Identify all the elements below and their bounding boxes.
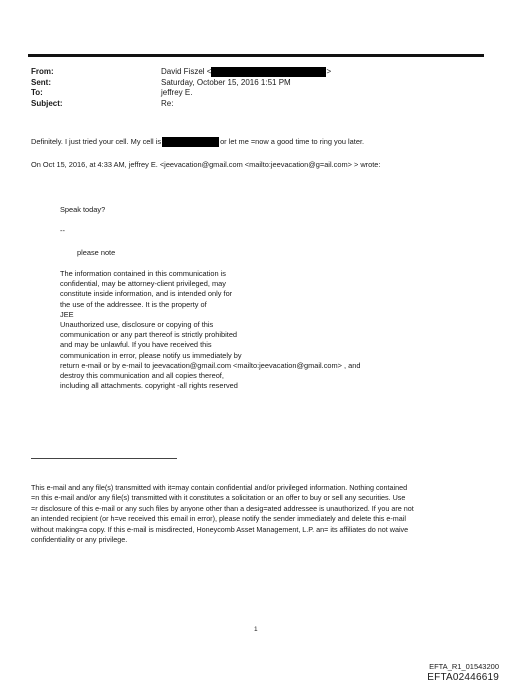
- quoted-speak: Speak today?: [60, 205, 106, 214]
- from-row: [31, 67, 331, 78]
- disclaimer-line: the use of the addressee. It is the property of: [60, 299, 207, 309]
- disclaimer-line: constitute inside information, and is intended only for: [60, 289, 233, 299]
- body-line-1-start: Definitely. I just tried your cell. My cell is: [31, 137, 162, 146]
- footer-line: an intended recipient (or h=ve received this email in error), please notify the sender immediately and delete this e-mail: [31, 514, 406, 524]
- from-label: From:: [31, 67, 54, 76]
- quoted-please-note: please note: [77, 248, 116, 257]
- subject-label: Subject:: [31, 98, 63, 108]
- disclaimer-line: communication in error, please notify us immediately by: [60, 350, 242, 360]
- body-line-2: On Oct 15, 2016, at 4:33 AM, jeffrey E. <jeevacation@gmail.com <mailto:jeevacation@g=ail.com> > wrote:: [31, 160, 381, 169]
- to-value: jeffrey E.: [161, 88, 193, 97]
- footer-disclaimer: [31, 483, 486, 545]
- disclaimer-line: destroy this communication and all copies thereof,: [60, 371, 224, 381]
- footer-line: =n this e-mail and/or any file(s) transmitted with it constitutes a solicitation or an offer to buy or sell any securities. Use: [31, 493, 406, 503]
- disclaimer-line: including all attachments. copyright -all rights reserved: [60, 381, 238, 391]
- from-suffix: >: [326, 67, 332, 77]
- from-name: David Fiszel <: [161, 67, 212, 77]
- disclaimer-line: communication or any part thereof is strictly prohibited: [60, 330, 238, 340]
- footer-line: without making=a copy. If this e-mail is misdirected, Honeycomb Asset Management, L.P. an= its affiliates do not waive: [31, 524, 409, 534]
- disclaimer-line: confidential, may be attorney-client privileged, may: [60, 279, 226, 289]
- redaction-from-email: [211, 67, 326, 77]
- quoted-disclaimer: [60, 269, 361, 391]
- subject-row: [31, 99, 331, 110]
- sent-value: Saturday, October 15, 2016 1:51 PM: [161, 77, 291, 87]
- disclaimer-line: JEE: [60, 309, 74, 319]
- bates-number-1: EFTA_R1_01543200: [429, 662, 499, 671]
- body-line-1: [31, 137, 364, 147]
- from-value: [161, 67, 331, 78]
- sent-label: Sent:: [31, 77, 51, 87]
- to-label: To:: [31, 88, 43, 97]
- footer-line: confidentiality or any privilege.: [31, 534, 128, 544]
- bates-number-2: EFTA02446619: [427, 672, 499, 683]
- signature-separator: [31, 458, 177, 459]
- header-rule: [28, 54, 484, 57]
- redaction-phone: [162, 137, 219, 147]
- body-line-1-end: or let me =now a good time to ring you later.: [220, 137, 365, 146]
- to-row: [31, 88, 331, 99]
- disclaimer-line: The information contained in this communication is: [60, 269, 226, 278]
- footer-line: This e-mail and any file(s) transmitted with it=may contain confidential and/or privileged information. Nothing contained: [31, 483, 408, 492]
- quoted-dashes: --: [60, 226, 65, 235]
- disclaimer-line: Unauthorized use, disclosure or copying of this: [60, 320, 214, 330]
- subject-value: Re:: [161, 98, 174, 108]
- email-header: [31, 67, 331, 109]
- sent-row: [31, 78, 331, 89]
- disclaimer-line: return e-mail or by e-mail to jeevacation@gmail.com <mailto:jeevacation@gmail.com> , and: [60, 360, 361, 370]
- disclaimer-line: and may be unlawful. If you have received this: [60, 340, 212, 350]
- page-number: 1: [254, 626, 258, 633]
- footer-line: =r disclosure of this e-mail or any such files by anyone other than a desig=ated addressee is unauthorized. If you are not: [31, 503, 414, 513]
